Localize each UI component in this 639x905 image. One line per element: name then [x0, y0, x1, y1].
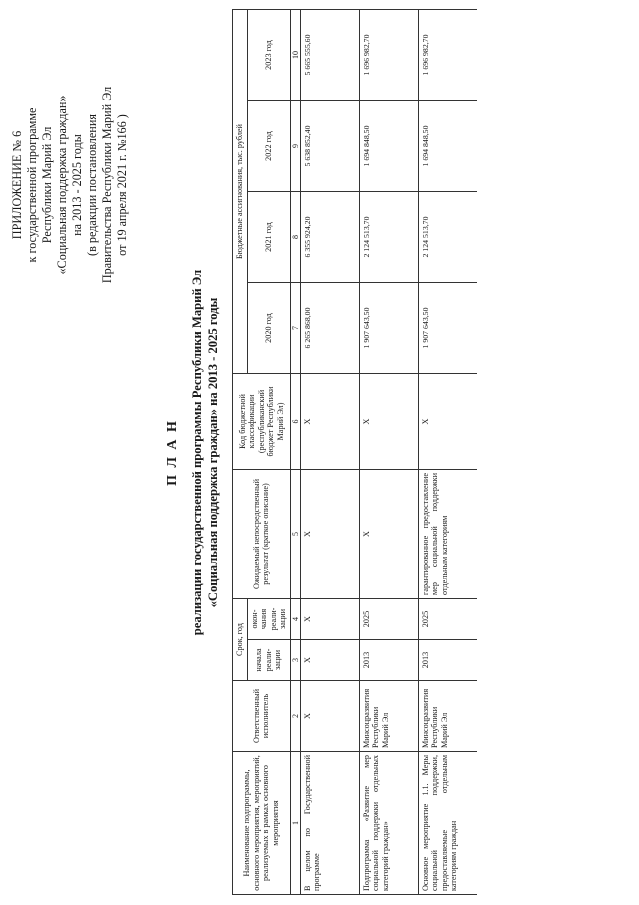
column-number: 6: [290, 374, 300, 470]
cell-name: Подпрограмма «Развитие мер социальной поддержки отдельных категорий граждан»: [359, 752, 418, 895]
cell-start: 2013: [359, 640, 418, 681]
cell-2021: 2 124 513,70: [418, 192, 477, 283]
header-year-2022: 2022 год: [247, 101, 290, 192]
cell-2023: 5 665 555,60: [300, 10, 359, 101]
table-row: [300, 10, 359, 895]
cell-2020: 1 907 643,50: [418, 283, 477, 374]
appendix-line: ПРИЛОЖЕНИЕ № 6: [10, 130, 24, 240]
cell-2022: 1 694 848,50: [359, 101, 418, 192]
cell-name: Основное мероприятие 1.1. Меры социальной поддержки, предоставляемые отдельным категориям граждан: [418, 752, 477, 895]
header-term: Срок, год: [233, 599, 248, 681]
cell-end: 2025: [418, 599, 477, 640]
header-end: окон-чания реали-зации: [247, 599, 290, 640]
header-code: Код бюджетной классификации (республиканский бюджет Республики Марий Эл): [233, 374, 291, 470]
appendix-line: от 19 апреля 2021 г. №166 ): [115, 114, 129, 256]
column-number: 7: [290, 283, 300, 374]
column-number: 8: [290, 192, 300, 283]
header-result: Ожидаемый непосредственный результат (краткое описание): [233, 470, 291, 599]
cell-result: Х: [359, 470, 418, 599]
header-executor: Ответственный исполнитель: [233, 681, 291, 752]
cell-2020: 6 265 868,00: [300, 283, 359, 374]
plan-subtitle: реализации государственной программы Республики Марий Эл: [190, 269, 204, 636]
cell-result: гарантированное предоставление мер социальной поддержки отдельным категориям: [418, 470, 477, 599]
table-row: [359, 10, 418, 895]
cell-name: В целом по Государственной программе: [300, 752, 359, 895]
header-name: Наименование подпрограммы, основного мероприятия, мероприятий, реализуемых в рамках основного мероприятия: [233, 752, 291, 895]
cell-code: Х: [359, 374, 418, 470]
appendix-header: [10, 10, 130, 360]
appendix-line: Республики Марий Эл: [40, 126, 54, 244]
column-number: 5: [290, 470, 300, 599]
cell-result: Х: [300, 470, 359, 599]
cell-end: Х: [300, 599, 359, 640]
cell-2023: 1 696 982,70: [359, 10, 418, 101]
cell-start: 2013: [418, 640, 477, 681]
header-year-2023: 2023 год: [247, 10, 290, 101]
cell-2021: 6 355 924,20: [300, 192, 359, 283]
cell-2023: 1 696 982,70: [418, 10, 477, 101]
appendix-line: на 2013 - 2025 годы: [70, 134, 84, 236]
plan-title: П Л А Н: [165, 419, 180, 486]
cell-executor: Х: [300, 681, 359, 752]
header-year-2020: 2020 год: [247, 283, 290, 374]
program-name: «Социальная поддержка граждан» на 2013 - 2025 годы: [206, 297, 220, 608]
column-number: 9: [290, 101, 300, 192]
cell-2021: 2 124 513,70: [359, 192, 418, 283]
cell-2022: 1 694 848,50: [418, 101, 477, 192]
cell-code: Х: [418, 374, 477, 470]
cell-executor: Минсоцразвития Республики Марий Эл: [418, 681, 477, 752]
appendix-line: (в редакции постановления: [85, 114, 99, 256]
header-year-2021: 2021 год: [247, 192, 290, 283]
cell-start: Х: [300, 640, 359, 681]
cell-end: 2025: [359, 599, 418, 640]
cell-2020: 1 907 643,50: [359, 283, 418, 374]
cell-executor: Минсоцразвития Республики Марий Эл: [359, 681, 418, 752]
appendix-line: «Социальная поддержка граждан»: [55, 95, 69, 275]
header-budget: Бюджетные ассигнования, тыс. рублей: [233, 10, 248, 374]
column-number: 4: [290, 599, 300, 640]
plan-table: [232, 9, 477, 895]
column-number: 10: [290, 10, 300, 101]
appendix-line: Правительства Республики Марий Эл: [100, 86, 114, 284]
cell-2022: 5 638 852,40: [300, 101, 359, 192]
table-row: [418, 10, 477, 895]
appendix-line: к государственной программе: [25, 107, 39, 263]
column-number: 2: [290, 681, 300, 752]
column-number: 3: [290, 640, 300, 681]
cell-code: Х: [300, 374, 359, 470]
column-number: 1: [290, 752, 300, 895]
header-start: начала реали-зации: [247, 640, 290, 681]
